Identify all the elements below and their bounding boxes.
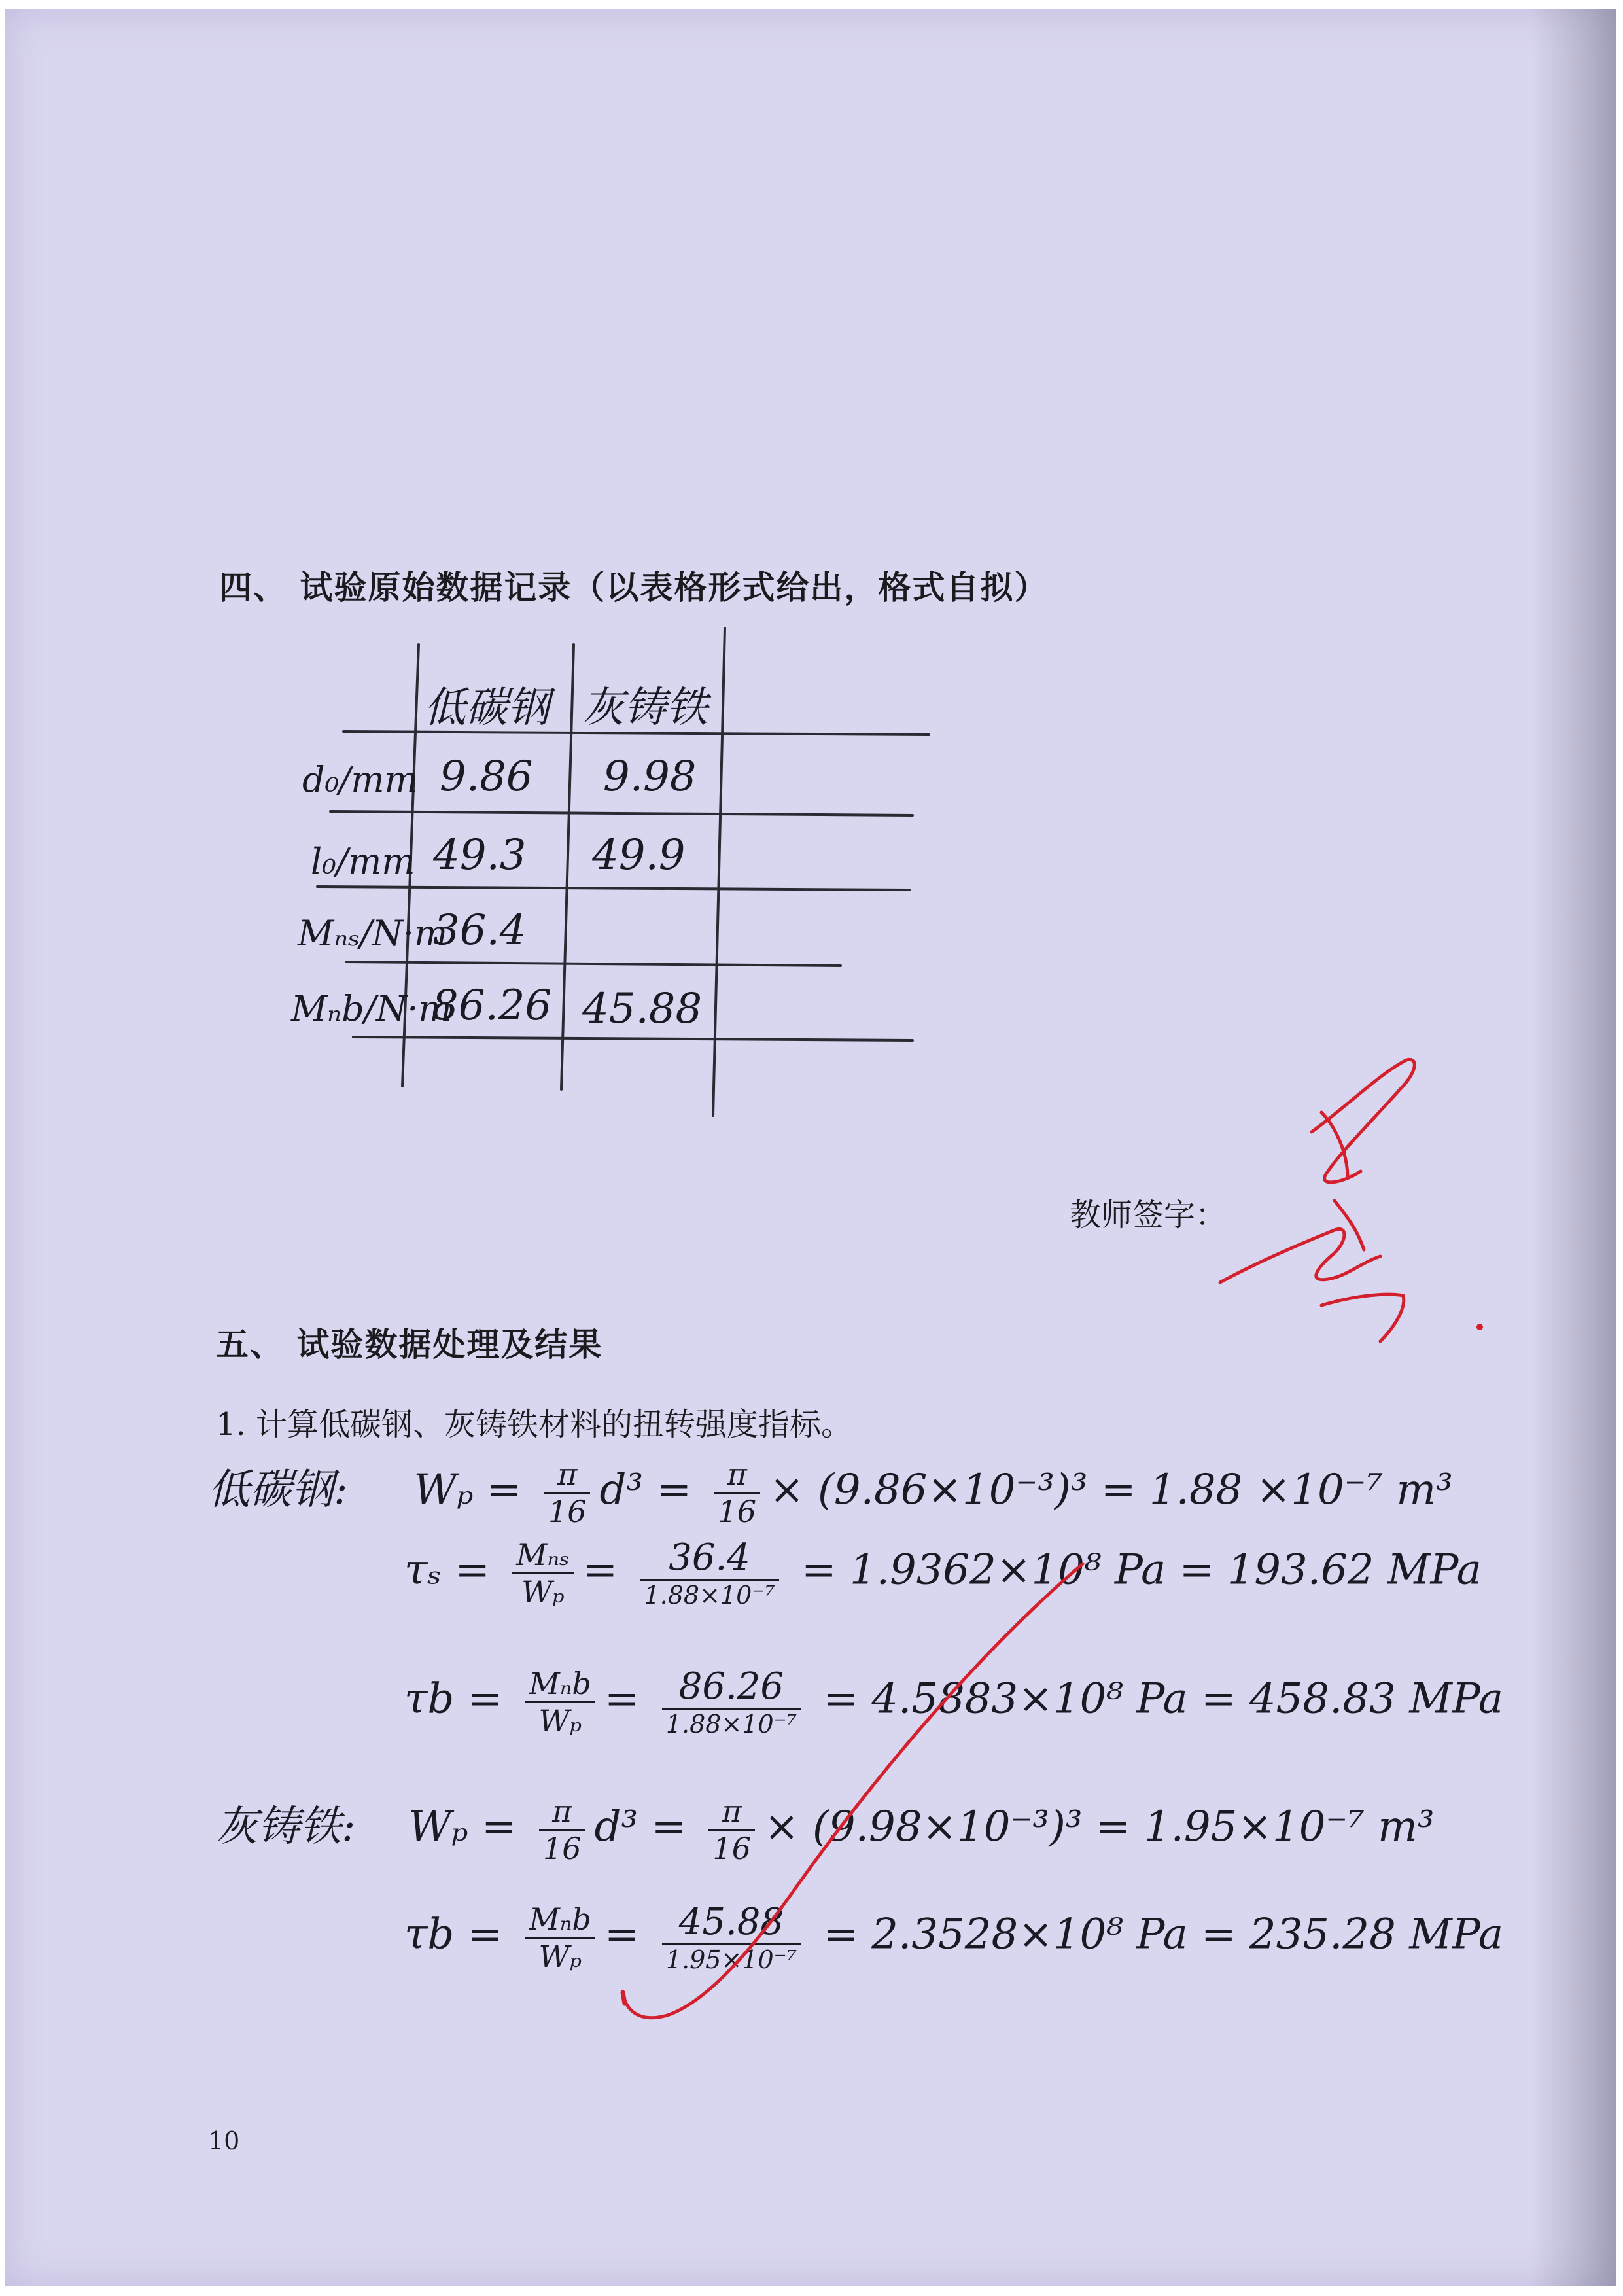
table-cell-mns-steel: 36.4 <box>433 906 527 955</box>
calc-steel-tb: τb = $\frac{\text{Mₙb}}{\text{Wₚ}}$ = $\frac{86.26}{\text{1.88×10⁻⁷}}$ = 4.5883×10⁸ Pa = 458.83 MPa <box>404 1665 1504 1739</box>
page-number: 10 <box>208 2127 240 2155</box>
calc-steel-tb-symbol-fraction: $\frac{\text{Mₙb}}{\text{Wₚ}}$ <box>525 1666 595 1739</box>
table-cell-l0-iron: 49.9 <box>592 831 686 879</box>
table-cell-mnb-iron: 45.88 <box>582 985 703 1033</box>
calc-steel-ts: τₛ = $\frac{\text{Mₙₛ}}{\text{Wₚ}}$ = $\frac{36.4}{\text{1.88×10⁻⁷}}$ = 1.9362×10⁸ Pa = 193.62 MPa <box>404 1536 1482 1610</box>
table-cell-d0-steel: 9.86 <box>440 752 533 801</box>
calc-steel-wp-fraction-2: $\frac{\pi}{16}$ <box>714 1457 760 1529</box>
calc-steel-wp-fraction: $\frac{\pi}{16}$ <box>544 1457 591 1529</box>
calc-iron-tb-value-fraction: $\frac{45.88}{\text{1.95×10⁻⁷}}$ <box>662 1901 801 1974</box>
calc-steel-tb-value-fraction: $\frac{86.26}{\text{1.88×10⁻⁷}}$ <box>662 1665 801 1739</box>
section-5-title: 五、 试验数据处理及结果 <box>216 1325 603 1364</box>
calc-iron-wp: 灰铸铁: Wₚ = $\frac{\pi}{16}$ d³ = $\frac{\pi}{16}$ × (9.98×10⁻³)³ = 1.95×10⁻⁷ m³ <box>216 1793 1435 1866</box>
calc-steel-ts-result: = 1.9362×10⁸ Pa = 193.62 MPa <box>801 1545 1482 1595</box>
calc-steel-tb-result: = 4.5883×10⁸ Pa = 458.83 MPa <box>823 1674 1504 1723</box>
teacher-signature-label: 教师签字： <box>1070 1197 1227 1233</box>
table-row-label-d0: d₀/mm <box>302 759 418 800</box>
table-cell-d0-iron: 9.98 <box>603 752 697 801</box>
calc-iron-tb-result: = 2.3528×10⁸ Pa = 235.28 MPa <box>823 1910 1504 1959</box>
calc-steel-ts-symbol-fraction: $\frac{\text{Mₙₛ}}{\text{Wₚ}}$ <box>512 1537 573 1610</box>
table-row-label-l0: l₀/mm <box>311 841 415 882</box>
item-1-text: 1. 计算低碳钢、灰铸铁材料的扭转强度指标。 <box>216 1406 853 1443</box>
table-col-header-steel: 低碳钢 <box>424 684 550 732</box>
calc-iron-wp-fraction: $\frac{\pi}{16}$ <box>539 1793 585 1866</box>
calc-steel-ts-value-fraction: $\frac{36.4}{\text{1.88×10⁻⁷}}$ <box>640 1536 779 1610</box>
calc-iron-wp-fraction-2: $\frac{\pi}{16}$ <box>708 1793 755 1866</box>
calc-steel-wp-rhs: × (9.86×10⁻³)³ = 1.88 ×10⁻⁷ m³ <box>769 1466 1453 1514</box>
calc-steel-wp-mid: d³ = <box>599 1466 692 1514</box>
calc-iron-tb-symbol-fraction: $\frac{\text{Mₙb}}{\text{Wₚ}}$ <box>525 1901 595 1974</box>
table-cell-l0-steel: 49.3 <box>433 831 527 879</box>
table-row-label-mnb: Mₙb/N·m <box>291 988 452 1029</box>
table-cell-mnb-steel: 86.26 <box>432 981 552 1030</box>
table-row-label-mns: Mₙₛ/N·m <box>298 913 448 954</box>
calc-steel-wp-lhs: Wₚ = <box>413 1466 522 1514</box>
calc-iron-tb: τb = $\frac{\text{Mₙb}}{\text{Wₚ}}$ = $\frac{45.88}{\text{1.95×10⁻⁷}}$ = 2.3528×10⁸ Pa = 235.28 MPa <box>404 1901 1504 1974</box>
table-col-header-iron: 灰铸铁 <box>582 684 708 732</box>
calc-steel-name: 低碳钢: <box>208 1466 348 1514</box>
section-4-title: 四、 试验原始数据记录（以表格形式给出，格式自拟） <box>219 568 1049 607</box>
calc-iron-wp-rhs: × (9.98×10⁻³)³ = 1.95×10⁻⁷ m³ <box>763 1803 1435 1851</box>
calc-iron-name: 灰铸铁: <box>216 1803 356 1851</box>
